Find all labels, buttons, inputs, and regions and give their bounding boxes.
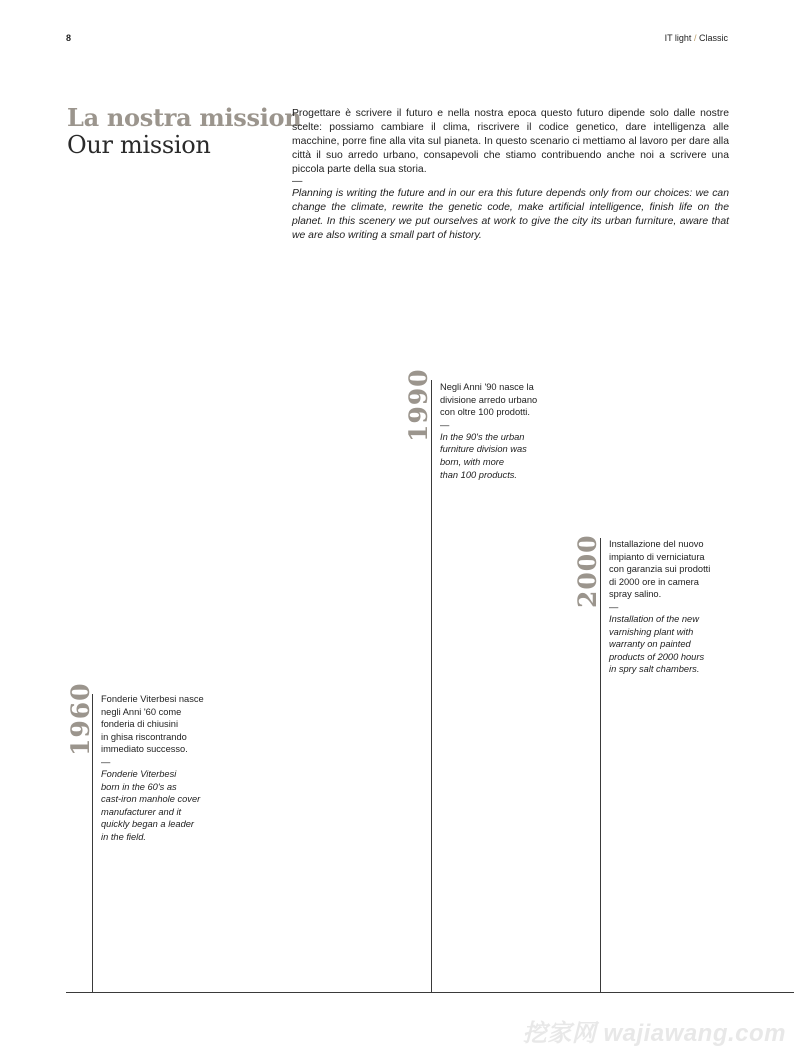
intro-english: Planning is writing the future and in our era this future depends only from our choices: we can change the climate, rewrite the genetic code, make artificial intelligence, finish life on the planet. In this scenery we put ourselves at work to give the city its urban furniture, aware that we are also writing a small part of history. xyxy=(292,188,729,241)
entry-dash: — xyxy=(609,601,619,612)
entry-english-line: products of 2000 hours xyxy=(609,651,705,662)
entry-italian-line: impianto di verniciatura xyxy=(609,551,705,562)
entry-english-line: Fonderie Viterbesi xyxy=(101,768,177,779)
timeline-line-1990 xyxy=(431,380,432,993)
entry-italian-line: con oltre 100 prodotti. xyxy=(440,407,530,418)
entry-english-line: than 100 products. xyxy=(440,469,518,480)
year-2000: 2000 xyxy=(573,534,602,608)
entry-english-line: Installation of the new xyxy=(609,613,699,624)
entry-italian-line: in ghisa riscontrando xyxy=(101,731,187,742)
entry-english-line: varnishing plant with xyxy=(609,626,694,637)
header-section: IT light xyxy=(664,33,692,43)
timeline-entry-1990 xyxy=(440,381,537,481)
page-number: 8 xyxy=(66,33,72,43)
entry-dash: — xyxy=(440,419,450,430)
entry-italian-line: divisione arredo urbano xyxy=(440,394,538,405)
entry-english-line: born, with more xyxy=(440,456,505,467)
entry-english-line: in the field. xyxy=(101,831,146,842)
entry-english-line: cast-iron manhole cover xyxy=(101,794,201,805)
year-1990: 1990 xyxy=(404,368,433,442)
intro-italian: Progettare è scrivere il futuro e nella nostra epoca questo futuro dipende solo dalle nostre scelte: possiamo cambiare il clima, riscrivere il codice genetico, dare intelligenza alle macchine, porre fine alla vita sul pianeta. In questo scenario ci mettiamo al lavoro per dare alla città il suo arredo urbano, consapevoli che stiamo contribuendo anche noi a scrivere una piccola parte della sua storia. xyxy=(292,108,729,175)
entry-dash: — xyxy=(101,756,111,767)
entry-italian-line: Installazione del nuovo xyxy=(609,539,704,549)
timeline-entry-1960 xyxy=(101,693,204,844)
intro-dash: — xyxy=(292,176,303,187)
entry-english-line: warranty on painted xyxy=(609,639,691,650)
timeline-baseline xyxy=(66,992,794,993)
entry-english-line: manufacturer and it xyxy=(101,806,182,817)
entry-english-line: in spry salt chambers. xyxy=(609,664,700,675)
running-header xyxy=(665,33,728,43)
page-title-english: Our mission xyxy=(67,131,211,159)
entry-english-line: In the 90's the urban xyxy=(440,431,525,442)
entry-english-line: born in the 60's as xyxy=(101,781,177,792)
watermark: 挖家网 wajiawang.com xyxy=(522,1020,786,1047)
entry-italian-line: di 2000 ore in camera xyxy=(609,576,699,587)
entry-english-line: furniture division was xyxy=(440,444,527,455)
page-title-italian: La nostra mission xyxy=(67,103,302,132)
entry-italian-line: Fonderie Viterbesi nasce xyxy=(101,694,204,704)
entry-english-line: quickly began a leader xyxy=(101,819,195,830)
entry-italian-line: con garanzia sui prodotti xyxy=(609,564,711,575)
entry-italian-line: spray salino. xyxy=(609,589,662,600)
timeline-entry-2000 xyxy=(609,538,710,676)
entry-italian-line: immediato successo. xyxy=(101,744,188,755)
entry-italian-line: fonderia di chiusini xyxy=(101,719,179,730)
entry-italian-line: Negli Anni '90 nasce la xyxy=(440,382,534,392)
entry-italian-line: negli Anni '60 come xyxy=(101,706,182,717)
header-subsection: Classic xyxy=(698,33,728,43)
year-1960: 1960 xyxy=(66,682,95,756)
header-separator: / xyxy=(693,33,697,43)
intro-text xyxy=(292,107,729,243)
